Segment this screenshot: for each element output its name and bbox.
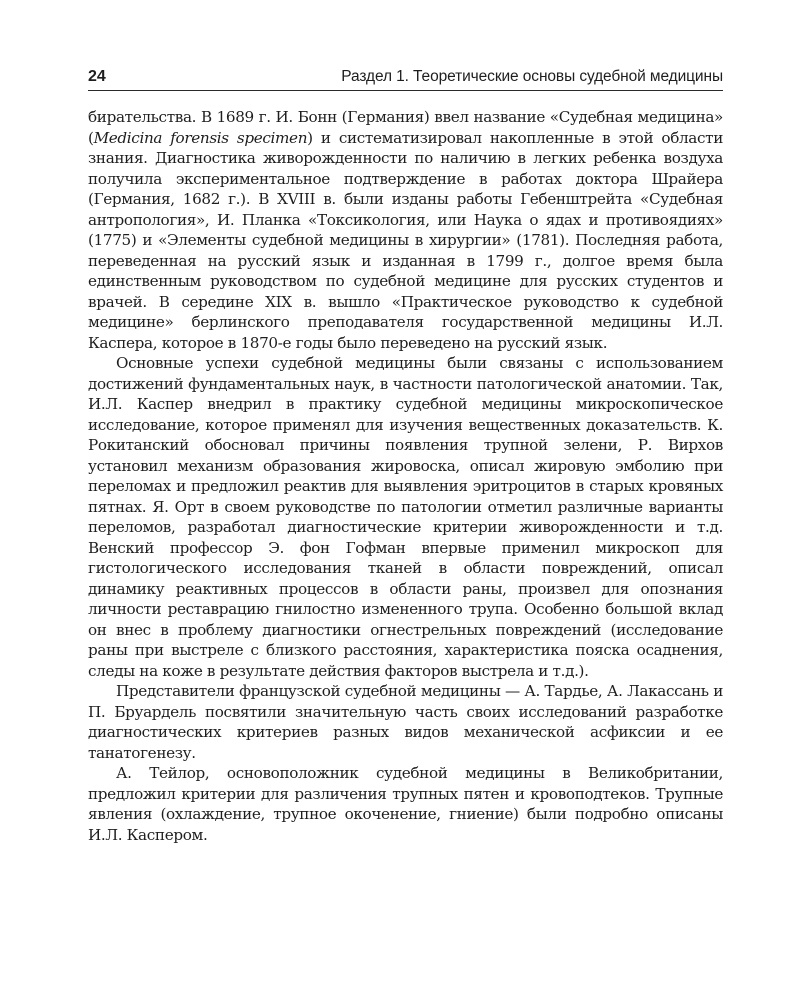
- page-number: 24: [88, 68, 106, 85]
- paragraph-2: Основные успехи судебной медицины были связаны с использованием достижений фундаментальных наук, в частности патологической анатомии. Так, И.Л. Каспер внедрил в практику судебной медицины микроскопическое исследование, которое применял для изучения вещественных доказательств. К. Рокитанский обосновал причины появления трупной зелени, Р. Вирхов установил механизм образования жировоска, описал жировую эмболию при переломах и предложил реактив для выявления эритроцитов в старых кровяных пятнах. Я. Орт в своем руководстве по патологии отметил различные варианты переломов, разработал диагностические критерии живорожденности и т.д. Венский профессор Э. фон Гофман впервые применил микроскоп для гистологического исследования тканей в области повреждений, описал динамику реактивных процессов в области раны, произвел для опознания личности реставрацию гнилостно измененного трупа. Особенно большой вклад он внес в проблему диагностики огнестрельных повреждений (исследование раны при выстреле с близкого расстояния, характеристика пояска осаднения, следы на коже в результате действия факторов выстрела и т.д.).: [88, 354, 723, 680]
- header-rule: [88, 90, 723, 91]
- running-header: [88, 66, 723, 92]
- paragraph-1-text-a: бирательства. В 1689 г. И. Бонн (Германия) ввел название «Судебная медицина» (: [88, 108, 723, 147]
- section-title: Раздел 1. Теоретические основы судебной медицины: [341, 68, 723, 85]
- paragraph-4: А. Тейлор, основоположник судебной медицины в Великобритании, предложил критерии для различения трупных пятен и кровоподтеков. Трупные явления (охлаждение, трупное окоченение, гниение) были подробно описаны И.Л. Каспером.: [88, 764, 723, 844]
- paragraph-1-text-b: ) и систематизировал накопленные в этой области знания. Диагностика живорожденности по наличию в легких ребенка воздуха получила экспериментальное подтверждение в работах доктора Шрайера (Германия, 1682 г.). В XVIII в. были изданы работы Гебенштрейта «Судебная антропология», И. Планка «Токсикология, или Наука о ядах и противоядиях» (1775) и «Элементы судебной медицины в хирургии» (1781). Последняя работа, переведенная на русский язык и изданная в 1799 г., долгое время была единственным руководством по судебной медицине для русских студентов и врачей. В середине XIX в. вышло «Практическое руководство к судебной медицине» берлинского преподавателя государственной медицины И.Л. Каспера, которое в 1870-е годы было переведено на русский язык.: [88, 128, 723, 352]
- latin-title: Medicina forensis specimen: [93, 128, 308, 147]
- paragraph-3: Представители французской судебной медицины — А. Тардье, А. Лакассань и П. Бруардель посвятили значительную часть своих исследований разработке диагностических критериев разных видов механической асфиксии и ее танатогенезу.: [88, 682, 723, 762]
- body-text: [88, 107, 723, 845]
- paragraph-1: [88, 107, 723, 353]
